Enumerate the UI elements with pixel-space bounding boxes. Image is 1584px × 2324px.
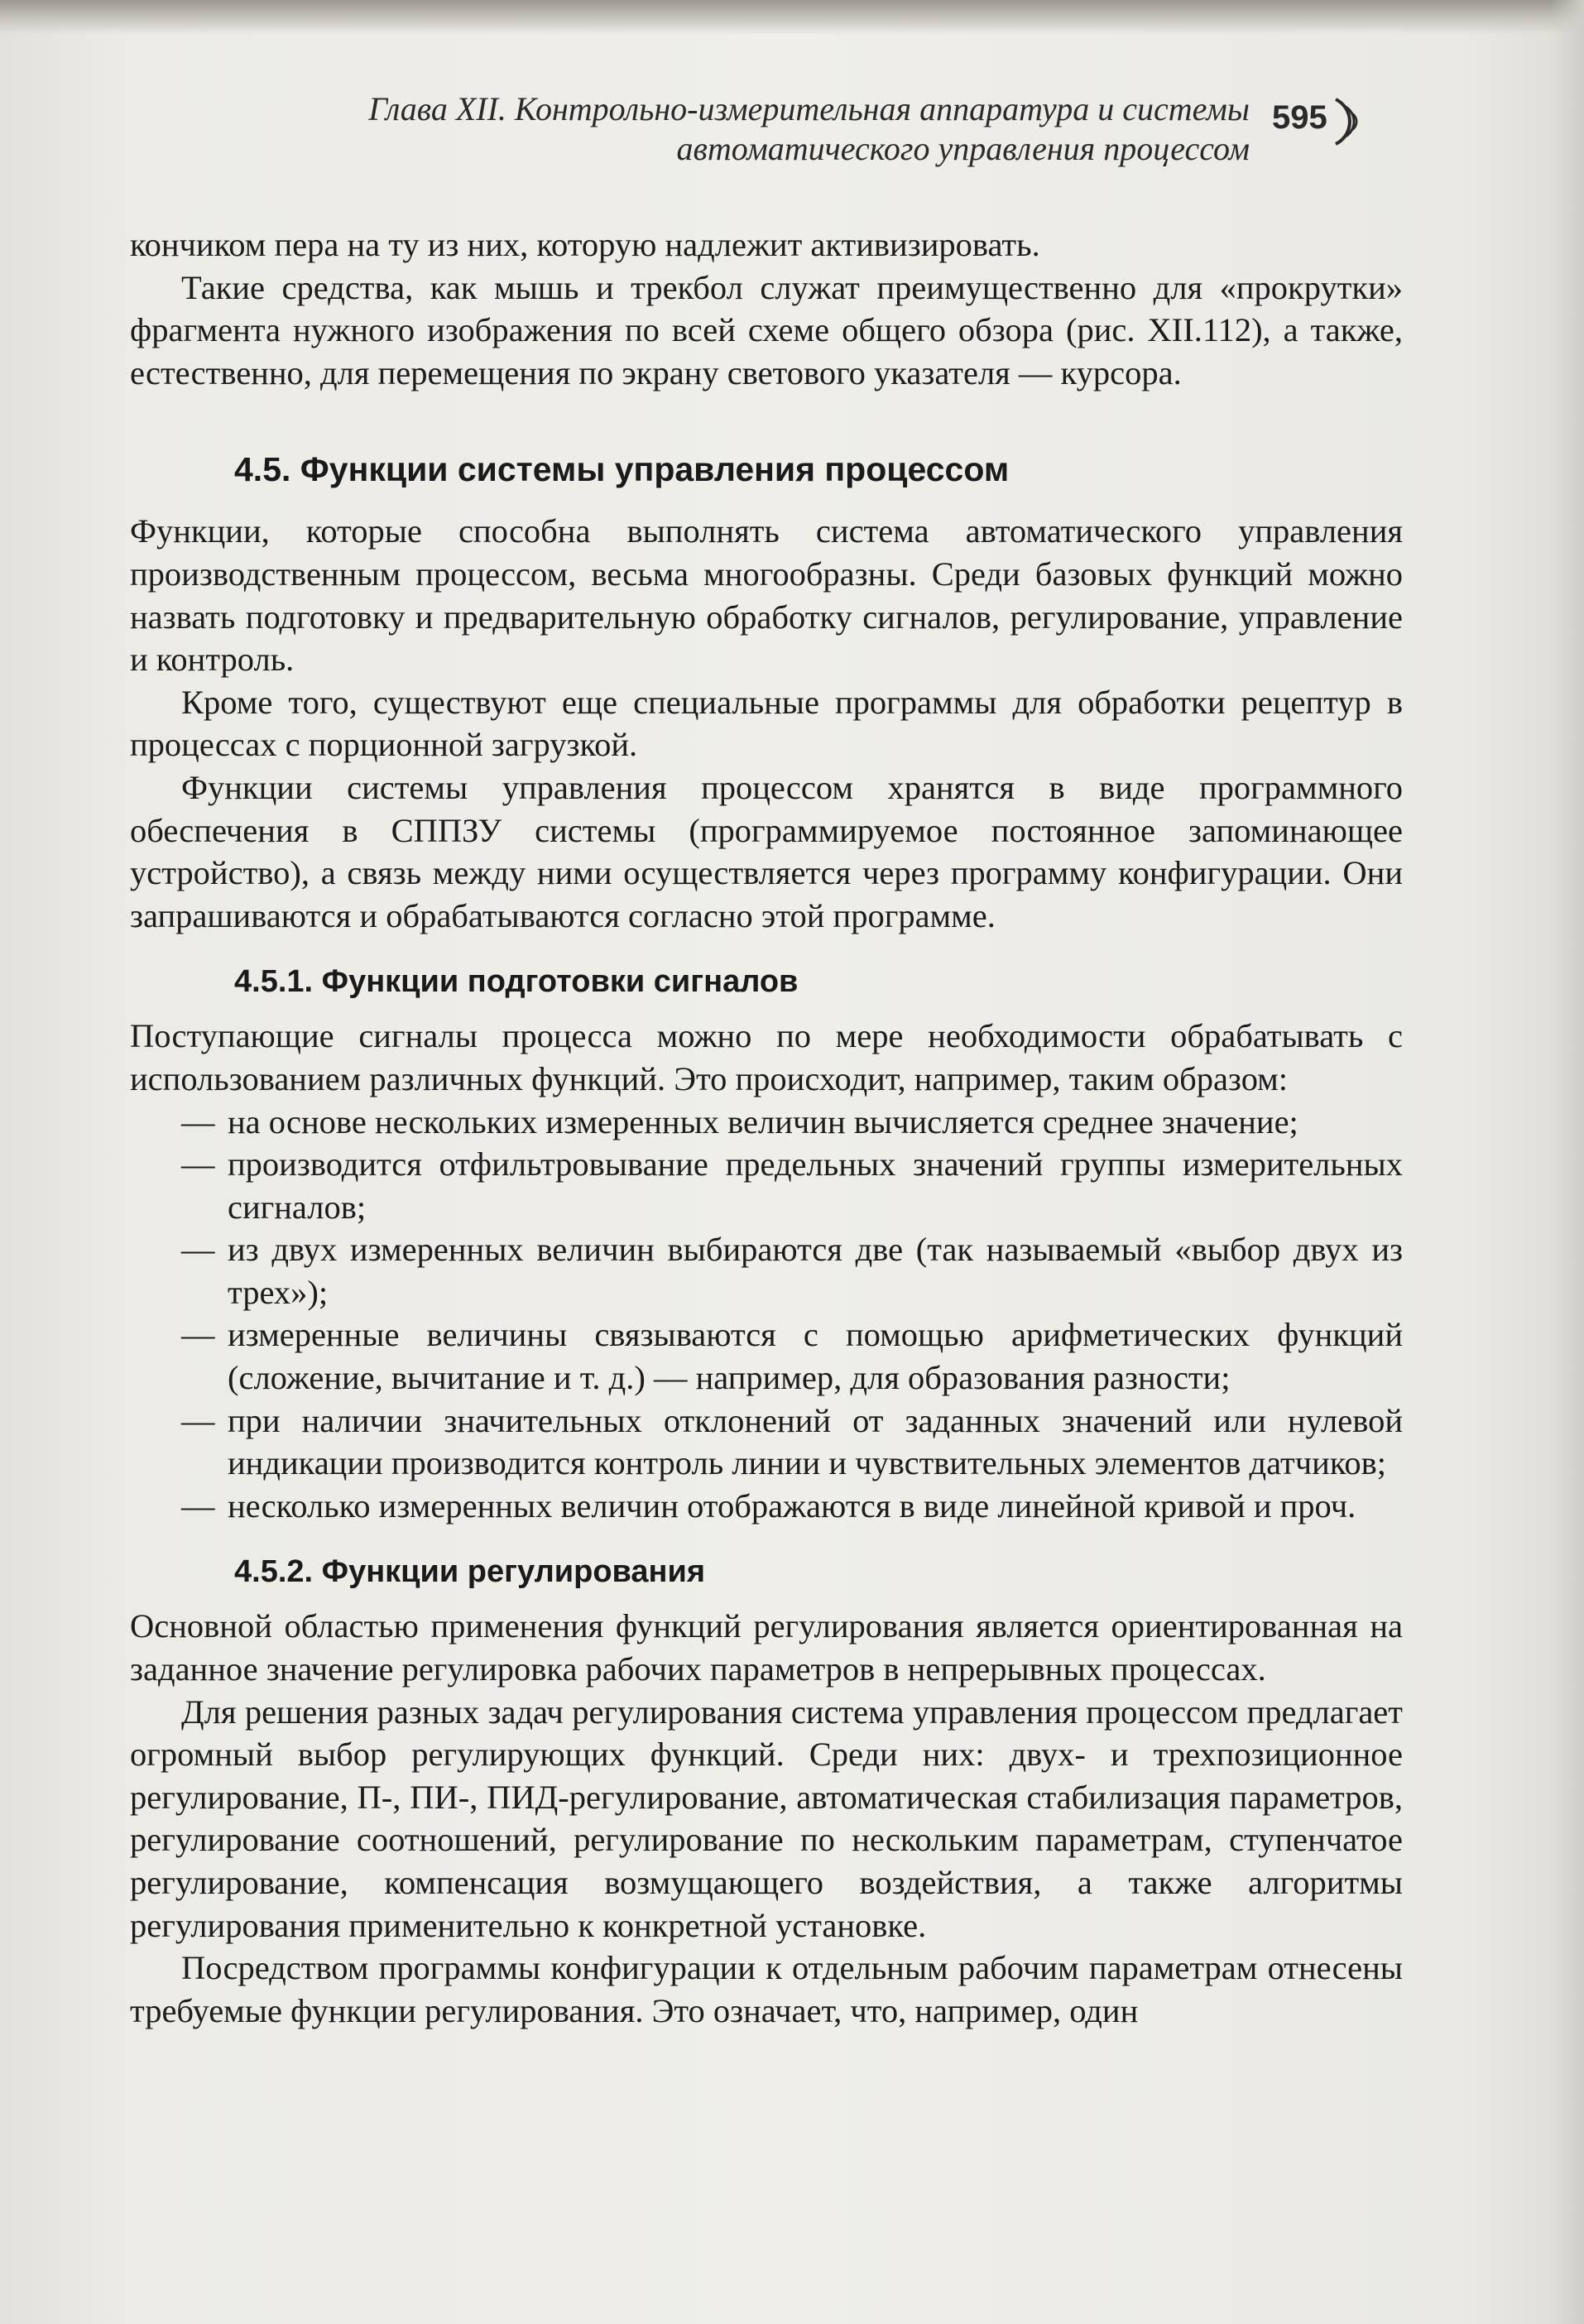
paragraph-input-devices: Такие средства, как мышь и трекбол служат преимущественно для «прокрутки» фрагмента нужного изображения по всей схеме общего обзора (рис. XII.112), а также, естественно, для перемещения по экрану светового указателя — курсора. <box>130 268 1403 391</box>
running-header <box>248 89 1250 169</box>
signal-functions-list <box>130 1101 1403 1528</box>
list-item-text: на основе нескольких измеренных величин вычисляется среднее значение; <box>228 1102 1298 1140</box>
paragraph-batch-programs: Кроме того, существуют еще специальные программы для обработки рецептур в процессах с порционной загрузкой. <box>130 683 1403 764</box>
list-item-text: производится отфильтровывание предельных значений группы измерительных сигналов; <box>228 1145 1403 1226</box>
list-item-text: несколько измеренных величин отображаются в виде линейной кривой и проч. <box>228 1486 1356 1525</box>
page-number-arc-icon <box>1324 93 1382 151</box>
paragraph-configuration-program: Посредством программы конфигурации к отдельным рабочим параметрам отнесены требуемые функции регулирования. Это означает, что, например, один <box>130 1949 1403 2029</box>
running-header-line-1: Глава XII. Контрольно-измерительная аппаратура и системы <box>368 90 1250 127</box>
paragraph-software-storage: Функции системы управления процессом хранятся в виде программного обеспечения в СППЗУ системы (программируемое постоянное запоминающее устройство), а связь между ними осуществляется через программу конфигурации. Они запрашиваются и обрабатываются согласно этой программе. <box>130 768 1403 934</box>
list-item <box>130 1228 1403 1313</box>
list-item <box>130 1143 1403 1228</box>
dash-bullet: — <box>181 1486 215 1525</box>
dash-bullet: — <box>181 1316 215 1354</box>
scan-right-shadow <box>1551 0 1584 2324</box>
section-heading-4-5-2: 4.5.2. Функции регулирования <box>234 1554 706 1590</box>
page-number: 595 <box>1272 99 1327 136</box>
list-item <box>130 1313 1403 1399</box>
scan-top-shadow <box>0 0 1584 35</box>
paragraph-regulation-scope: Основной областью применения функций регулирования является ориентированная на заданное значение регулировка рабочих параметров в непрерывных процессах. <box>130 1607 1403 1688</box>
list-item-text: из двух измеренных величин выбираются две (так называемый «выбор двух из трех»); <box>228 1231 1403 1311</box>
list-item-text: измеренные величины связываются с помощью арифметических функций (сложение, вычитание и т. д.) — например, для образования разности; <box>228 1316 1403 1397</box>
running-header-line-2: автоматического управления процессом <box>676 130 1250 167</box>
dash-bullet: — <box>181 1145 215 1184</box>
list-item <box>130 1400 1403 1485</box>
section-heading-4-5: 4.5. Функции системы управления процессом <box>234 450 1010 489</box>
paragraph-signal-processing: Поступающие сигналы процесса можно по мере необходимости обрабатывать с использованием различных функций. Это происходит, например, таким образом: <box>130 1017 1403 1097</box>
list-item <box>130 1101 1403 1144</box>
section-heading-4-5-1: 4.5.1. Функции подготовки сигналов <box>234 964 799 1000</box>
paragraph-functions-overview: Функции, которые способна выполнять система автоматического управления производственным процессом, весьма многообразны. Среди базовых функций можно назвать подготовку и предварительную обработку сигналов, регулирование, управление и контроль. <box>130 512 1403 679</box>
list-item-text: при наличии значительных отклонений от заданных значений или нулевой индикации производится контроль линии и чувствительных элементов датчиков; <box>228 1401 1403 1482</box>
dash-bullet: — <box>181 1401 215 1439</box>
paragraph-regulation-types: Для решения разных задач регулирования система управления процессом предлагает огромный выбор регулирующих функций. Среди них: двух- и трехпозиционное регулирование, П-, ПИ-, ПИД-регулирование, автоматическая стабилизация параметров, регулирование соотношений, регулирование по нескольким параметрам, ступенчатое регулирование, компенсация возмущающего воздействия, а также алгоритмы регулирования применительно к конкретной установке. <box>130 1693 1403 1944</box>
dash-bullet: — <box>181 1231 215 1269</box>
paragraph-continuation: кончиком пера на ту из них, которую надлежит активизировать. <box>130 226 1040 263</box>
list-item <box>130 1485 1403 1528</box>
page-body <box>130 223 1403 2032</box>
dash-bullet: — <box>181 1102 215 1140</box>
